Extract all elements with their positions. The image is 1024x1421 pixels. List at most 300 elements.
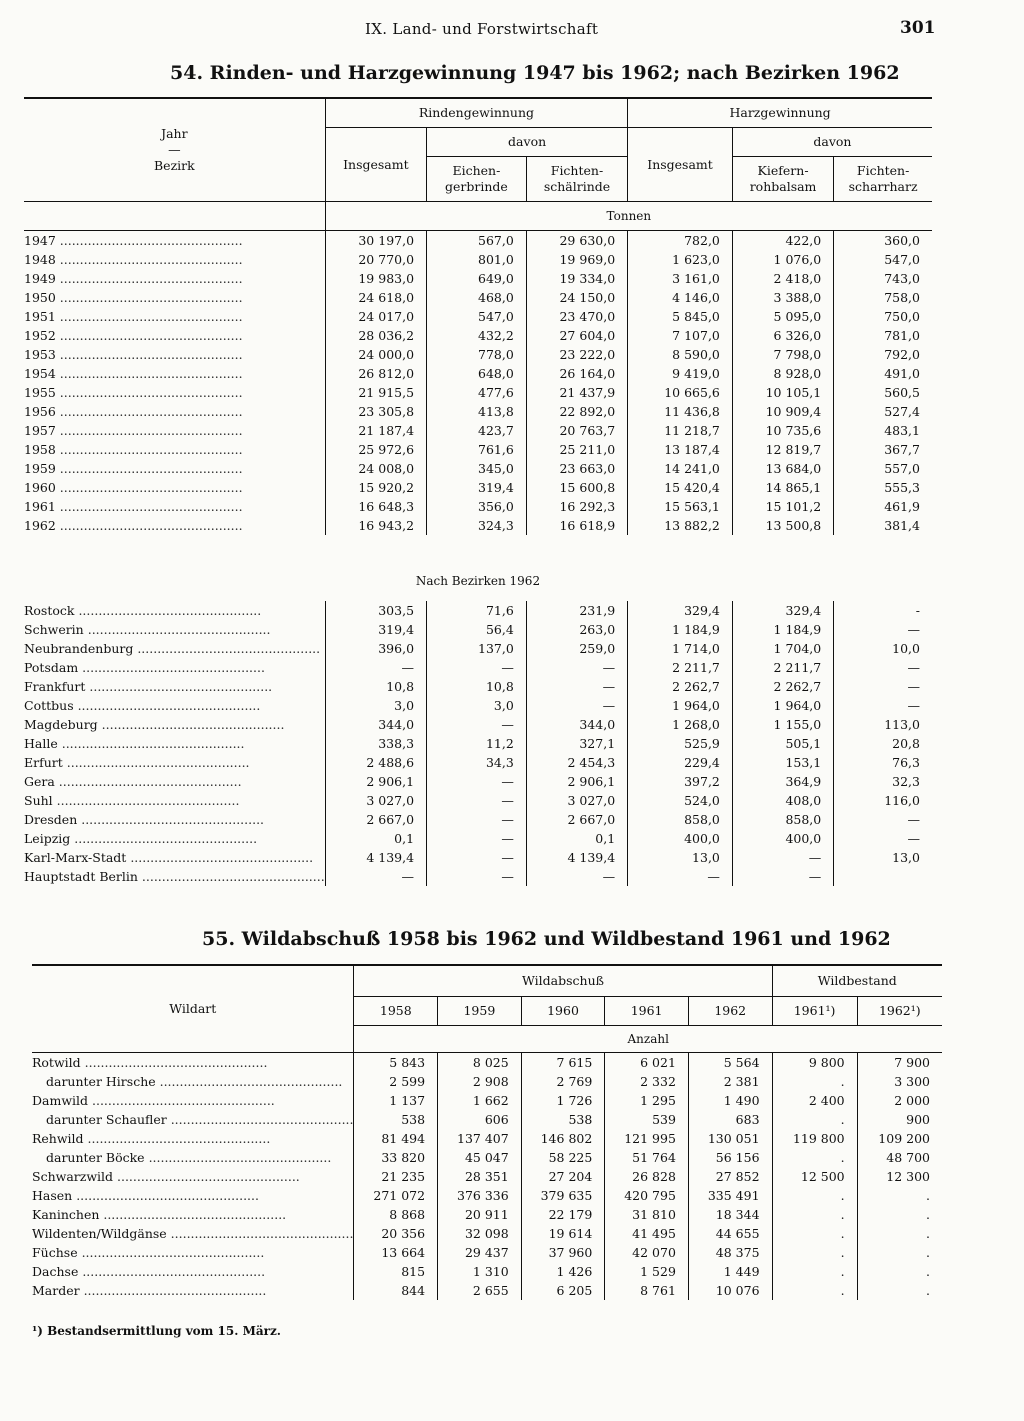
table-row (32, 1243, 942, 1262)
cell-value: — (526, 696, 627, 715)
cell-value: 2 454,3 (526, 753, 627, 772)
table-row (24, 867, 932, 886)
cell-value: 1 662 (438, 1091, 522, 1110)
cell-value: 15 420,4 (628, 478, 733, 497)
table-row (24, 848, 932, 867)
cell-value: 26 164,0 (526, 364, 627, 383)
cell-value: 8 025 (438, 1053, 522, 1073)
table-row (24, 601, 932, 620)
cell-value: 1 155,0 (732, 715, 833, 734)
cell-value: 8 761 (605, 1281, 689, 1300)
table-row (24, 829, 932, 848)
cell-value: 1 964,0 (628, 696, 733, 715)
cell-value: — (427, 791, 527, 810)
cell-value: 649,0 (427, 269, 527, 288)
group-rindengewinnung: Rindengewinnung (325, 98, 627, 128)
row-label: Marder .............................................. (32, 1283, 267, 1298)
table-row (24, 715, 932, 734)
cell-value: 3,0 (427, 696, 527, 715)
cell-value: 324,3 (427, 516, 527, 535)
cell-value: 119 800 (772, 1129, 857, 1148)
cell-value: 2 655 (438, 1281, 522, 1300)
cell-value: 547,0 (834, 250, 932, 269)
page-number: 301 (900, 18, 936, 38)
cell-value: 2 667,0 (526, 810, 627, 829)
cell-value: 13,0 (628, 848, 733, 867)
cell-value: 137,0 (427, 639, 527, 658)
cell-value: 5 564 (688, 1053, 772, 1073)
cell-value: 2 908 (438, 1072, 522, 1091)
cell-value: 6 021 (605, 1053, 689, 1073)
cell-value: 14 865,1 (732, 478, 833, 497)
cell-value: 146 802 (521, 1129, 605, 1148)
table-row (24, 639, 932, 658)
cell-value: 28 036,2 (325, 326, 426, 345)
cell-value: 6 205 (521, 1281, 605, 1300)
cell-value: 683 (688, 1110, 772, 1129)
cell-value: 11,2 (427, 734, 527, 753)
row-label: darunter Böcke .............................................. (46, 1150, 332, 1165)
cell-value: 26 812,0 (325, 364, 426, 383)
row-label: Dachse .............................................. (32, 1264, 266, 1279)
table-54 (24, 97, 932, 886)
cell-value: 1 076,0 (732, 250, 833, 269)
cell-value: 48 375 (688, 1243, 772, 1262)
cell-value: 30 197,0 (325, 231, 426, 251)
cell-value: 477,6 (427, 383, 527, 402)
cell-value: 5 095,0 (732, 307, 833, 326)
cell-value: 539 (605, 1110, 689, 1129)
cell-value: 815 (354, 1262, 438, 1281)
table-row (24, 402, 932, 421)
davon-rinde: davon (427, 128, 628, 157)
cell-value: 21 437,9 (526, 383, 627, 402)
cell-value: 27 852 (688, 1167, 772, 1186)
table54-years-body (24, 231, 932, 536)
cell-value: 48 700 (857, 1148, 942, 1167)
table-row (24, 677, 932, 696)
row-label: Halle .............................................. (24, 736, 245, 751)
cell-value: 750,0 (834, 307, 932, 326)
cell-value: 2 211,7 (732, 658, 833, 677)
cell-value: 782,0 (628, 231, 733, 251)
table-row (32, 1205, 942, 1224)
cell-value: 2 000 (857, 1091, 942, 1110)
cell-value: 15 563,1 (628, 497, 733, 516)
footnote: ¹) Bestandsermittlung vom 15. März. (32, 1324, 281, 1338)
cell-value: 6 326,0 (732, 326, 833, 345)
cell-value: 33 820 (354, 1148, 438, 1167)
cell-value: 29 437 (438, 1243, 522, 1262)
cell-value: 1 964,0 (732, 696, 833, 715)
cell-value: 3 027,0 (325, 791, 426, 810)
cell-value: 2 906,1 (526, 772, 627, 791)
row-label: 1949 .............................................. (24, 271, 243, 286)
row-label: Schwarzwild .............................................. (32, 1169, 300, 1184)
cell-value: 2 418,0 (732, 269, 833, 288)
cell-value: 25 211,0 (526, 440, 627, 459)
cell-value: 10,8 (427, 677, 527, 696)
cell-value: 356,0 (427, 497, 527, 516)
cell-value: 397,2 (628, 772, 733, 791)
cell-value: 16 648,3 (325, 497, 426, 516)
col-fichtenscharrharz: Fichten- scharrharz (834, 157, 932, 202)
cell-value: 758,0 (834, 288, 932, 307)
table-row (24, 345, 932, 364)
cell-value: 259,0 (526, 639, 627, 658)
cell-value: 423,7 (427, 421, 527, 440)
cell-value: 538 (521, 1110, 605, 1129)
cell-value: 27 604,0 (526, 326, 627, 345)
cell-value: 16 292,3 (526, 497, 627, 516)
table55-body (32, 1053, 942, 1301)
cell-value: - (834, 601, 932, 620)
cell-value: 29 630,0 (526, 231, 627, 251)
cell-value: — (526, 658, 627, 677)
cell-value: 4 139,4 (526, 848, 627, 867)
cell-value: 10,0 (834, 639, 932, 658)
cell-value: 56,4 (427, 620, 527, 639)
cell-value: 24 618,0 (325, 288, 426, 307)
row-label: Schwerin .............................................. (24, 622, 271, 637)
row-label: Leipzig .............................................. (24, 831, 258, 846)
cell-value: 400,0 (732, 829, 833, 848)
row-label: Hasen .............................................. (32, 1188, 259, 1203)
cell-value: — (834, 620, 932, 639)
cell-value: 1 295 (605, 1091, 689, 1110)
cell-value: 12 300 (857, 1167, 942, 1186)
cell-value: 329,4 (732, 601, 833, 620)
row-label: Dresden .............................................. (24, 812, 265, 827)
table-row (24, 440, 932, 459)
cell-value: 2 211,7 (628, 658, 733, 677)
cell-value: 792,0 (834, 345, 932, 364)
col-insgesamt-rinde: Insgesamt (325, 128, 426, 202)
cell-value: 858,0 (628, 810, 733, 829)
cell-value: 2 769 (521, 1072, 605, 1091)
cell-value: 344,0 (526, 715, 627, 734)
row-label: Potsdam .............................................. (24, 660, 265, 675)
cell-value: 557,0 (834, 459, 932, 478)
cell-value: 14 241,0 (628, 459, 733, 478)
table-row (32, 1072, 942, 1091)
cell-value: 24 000,0 (325, 345, 426, 364)
cell-value: . (772, 1205, 857, 1224)
cell-value: 22 892,0 (526, 402, 627, 421)
cell-value: 319,4 (325, 620, 426, 639)
unit-label: Tonnen (325, 202, 932, 231)
cell-value: 45 047 (438, 1148, 522, 1167)
cell-value: — (834, 658, 932, 677)
cell-value: 2 381 (688, 1072, 772, 1091)
cell-value: 22 179 (521, 1205, 605, 1224)
cell-value: 900 (857, 1110, 942, 1129)
table-row (24, 269, 932, 288)
cell-value: — (834, 810, 932, 829)
cell-value: 7 615 (521, 1053, 605, 1073)
cell-value: 19 334,0 (526, 269, 627, 288)
table-row (24, 364, 932, 383)
cell-value: 34,3 (427, 753, 527, 772)
row-label: Rostock .............................................. (24, 603, 262, 618)
cell-value: 335 491 (688, 1186, 772, 1205)
cell-value: 15 600,8 (526, 478, 627, 497)
cell-value: 15 920,2 (325, 478, 426, 497)
cell-value: 376 336 (438, 1186, 522, 1205)
cell-value: 1 449 (688, 1262, 772, 1281)
cell-value: 16 943,2 (325, 516, 426, 535)
cell-value: 2 262,7 (732, 677, 833, 696)
row-label: 1960 .............................................. (24, 480, 243, 495)
cell-value: 648,0 (427, 364, 527, 383)
cell-value: 12 500 (772, 1167, 857, 1186)
table-row (32, 1262, 942, 1281)
cell-value: 1 184,9 (628, 620, 733, 639)
cell-value: — (427, 810, 527, 829)
cell-value: 1 623,0 (628, 250, 733, 269)
cell-value: . (857, 1243, 942, 1262)
cell-value: 360,0 (834, 231, 932, 251)
cell-value: 12 819,7 (732, 440, 833, 459)
table-row (24, 383, 932, 402)
row-label: Hauptstadt Berlin .............................................. (24, 869, 325, 884)
cell-value: 9 419,0 (628, 364, 733, 383)
row-label: 1955 .............................................. (24, 385, 243, 400)
cell-value: 81 494 (354, 1129, 438, 1148)
table-row (24, 250, 932, 269)
row-label: 1954 .............................................. (24, 366, 243, 381)
cell-value: 153,1 (732, 753, 833, 772)
cell-value: . (857, 1224, 942, 1243)
cell-value: 51 764 (605, 1148, 689, 1167)
cell-value: 20 911 (438, 1205, 522, 1224)
row-label: 1953 .............................................. (24, 347, 243, 362)
row-label: Damwild .............................................. (32, 1093, 275, 1108)
row-label: darunter Schaufler .............................................. (46, 1112, 354, 1127)
cell-value: 37 960 (521, 1243, 605, 1262)
cell-value: 19 969,0 (526, 250, 627, 269)
cell-value: 1 704,0 (732, 639, 833, 658)
cell-value: 3 027,0 (526, 791, 627, 810)
col-year: 1961¹) (772, 997, 857, 1026)
row-label: 1958 .............................................. (24, 442, 243, 457)
cell-value: 7 900 (857, 1053, 942, 1073)
cell-value: 778,0 (427, 345, 527, 364)
cell-value: . (857, 1262, 942, 1281)
cell-value: 5 845,0 (628, 307, 733, 326)
cell-value: — (325, 867, 426, 886)
cell-value: 3 161,0 (628, 269, 733, 288)
cell-value: — (732, 867, 833, 886)
cell-value: 367,7 (834, 440, 932, 459)
cell-value: 21 187,4 (325, 421, 426, 440)
row-label: 1956 .............................................. (24, 404, 243, 419)
cell-value: 560,5 (834, 383, 932, 402)
cell-value: 1 726 (521, 1091, 605, 1110)
cell-value: . (772, 1281, 857, 1300)
table-row (32, 1110, 942, 1129)
stub-header-wildart: Wildart (32, 965, 354, 1053)
cell-value: 1 714,0 (628, 639, 733, 658)
cell-value: 21 915,5 (325, 383, 426, 402)
cell-value: 21 235 (354, 1167, 438, 1186)
cell-value: 345,0 (427, 459, 527, 478)
cell-value: — (628, 867, 733, 886)
cell-value: — (526, 867, 627, 886)
cell-value: 364,9 (732, 772, 833, 791)
table-row (24, 326, 932, 345)
cell-value: 41 495 (605, 1224, 689, 1243)
cell-value: 3,0 (325, 696, 426, 715)
cell-value: 567,0 (427, 231, 527, 251)
cell-value: — (427, 658, 527, 677)
cell-value: 8 868 (354, 1205, 438, 1224)
cell-value: 422,0 (732, 231, 833, 251)
table-row (24, 620, 932, 639)
table-row (32, 1186, 942, 1205)
cell-value: 396,0 (325, 639, 426, 658)
group-harzgewinnung: Harzgewinnung (628, 98, 932, 128)
row-label: Neubrandenburg .............................................. (24, 641, 321, 656)
cell-value: 130 051 (688, 1129, 772, 1148)
cell-value: — (834, 677, 932, 696)
row-label: 1962 .............................................. (24, 518, 243, 533)
cell-value: 10 735,6 (732, 421, 833, 440)
cell-value: 555,3 (834, 478, 932, 497)
table-row (24, 772, 932, 791)
table-row (24, 791, 932, 810)
cell-value: 1 426 (521, 1262, 605, 1281)
cell-value: 2 488,6 (325, 753, 426, 772)
cell-value: 8 928,0 (732, 364, 833, 383)
row-label: Frankfurt .............................................. (24, 679, 273, 694)
row-label: 1947 .............................................. (24, 233, 243, 248)
cell-value: 329,4 (628, 601, 733, 620)
cell-value: 0,1 (526, 829, 627, 848)
stub-header: Jahr — Bezirk (24, 98, 325, 202)
table-row (32, 1129, 942, 1148)
cell-value: 16 618,9 (526, 516, 627, 535)
cell-value: . (857, 1281, 942, 1300)
cell-value: 483,1 (834, 421, 932, 440)
cell-value: 9 800 (772, 1053, 857, 1073)
table-row (32, 1148, 942, 1167)
cell-value: 1 268,0 (628, 715, 733, 734)
col-eichengerbrinde: Eichen- gerbrinde (427, 157, 527, 202)
row-label: 1948 .............................................. (24, 252, 243, 267)
cell-value: — (427, 867, 527, 886)
cell-value: 13 664 (354, 1243, 438, 1262)
cell-value: 27 204 (521, 1167, 605, 1186)
cell-value: 10 105,1 (732, 383, 833, 402)
row-label: Füchse .............................................. (32, 1245, 265, 1260)
davon-harz: davon (732, 128, 932, 157)
cell-value: 10,8 (325, 677, 426, 696)
cell-value: 344,0 (325, 715, 426, 734)
cell-value: 781,0 (834, 326, 932, 345)
cell-value: 23 222,0 (526, 345, 627, 364)
cell-value: 116,0 (834, 791, 932, 810)
cell-value: . (772, 1110, 857, 1129)
row-label: Gera .............................................. (24, 774, 242, 789)
cell-value: . (772, 1243, 857, 1262)
cell-value: . (772, 1186, 857, 1205)
col-year: 1962 (688, 997, 772, 1026)
col-insgesamt-harz: Insgesamt (628, 128, 733, 202)
table-row (24, 307, 932, 326)
cell-value: 1 490 (688, 1091, 772, 1110)
cell-value: 32,3 (834, 772, 932, 791)
cell-value: — (427, 715, 527, 734)
table-row (24, 734, 932, 753)
cell-value: 606 (438, 1110, 522, 1129)
cell-value: 2 400 (772, 1091, 857, 1110)
cell-value: — (427, 829, 527, 848)
row-label: Erfurt .............................................. (24, 755, 250, 770)
cell-value: — (834, 829, 932, 848)
table-row (32, 1053, 942, 1073)
cell-value: 26 828 (605, 1167, 689, 1186)
table-row (24, 810, 932, 829)
col-year: 1960 (521, 997, 605, 1026)
cell-value: 19 614 (521, 1224, 605, 1243)
cell-value (834, 867, 932, 886)
row-label: 1951 .............................................. (24, 309, 243, 324)
running-header: IX. Land- und Forstwirtschaft (365, 20, 599, 38)
cell-value: . (772, 1224, 857, 1243)
cell-value: . (857, 1205, 942, 1224)
cell-value: 2 906,1 (325, 772, 426, 791)
cell-value: 20 770,0 (325, 250, 426, 269)
table-row (24, 658, 932, 677)
table-row (24, 753, 932, 772)
cell-value: — (427, 772, 527, 791)
row-label: Kaninchen .............................................. (32, 1207, 287, 1222)
cell-value: 11 436,8 (628, 402, 733, 421)
cell-value: 23 663,0 (526, 459, 627, 478)
cell-value: 19 983,0 (325, 269, 426, 288)
cell-value: . (772, 1262, 857, 1281)
row-label: Karl-Marx-Stadt .............................................. (24, 850, 314, 865)
col-year: 1962¹) (857, 997, 942, 1026)
cell-value: . (772, 1148, 857, 1167)
row-label: 1950 .............................................. (24, 290, 243, 305)
cell-value: 229,4 (628, 753, 733, 772)
row-label: darunter Hirsche .............................................. (46, 1074, 343, 1089)
cell-value: 42 070 (605, 1243, 689, 1262)
cell-value: 4 146,0 (628, 288, 733, 307)
cell-value: 338,3 (325, 734, 426, 753)
cell-value: 10 076 (688, 1281, 772, 1300)
cell-value: 801,0 (427, 250, 527, 269)
cell-value: 24 017,0 (325, 307, 426, 326)
col-year: 1959 (438, 997, 522, 1026)
cell-value: 13 500,8 (732, 516, 833, 535)
cell-value: 263,0 (526, 620, 627, 639)
cell-value: — (325, 658, 426, 677)
cell-value: 4 139,4 (325, 848, 426, 867)
cell-value: 11 218,7 (628, 421, 733, 440)
cell-value: 0,1 (325, 829, 426, 848)
section-bezirke: Nach Bezirken 1962 (415, 574, 541, 588)
col-fichtenschaelrinde: Fichten- schälrinde (526, 157, 627, 202)
table-row (32, 1281, 942, 1300)
cell-value: 31 810 (605, 1205, 689, 1224)
cell-value: 408,0 (732, 791, 833, 810)
group-wildabschuss: Wildabschuß (354, 965, 772, 997)
row-label: 1957 .............................................. (24, 423, 243, 438)
table-row (24, 459, 932, 478)
